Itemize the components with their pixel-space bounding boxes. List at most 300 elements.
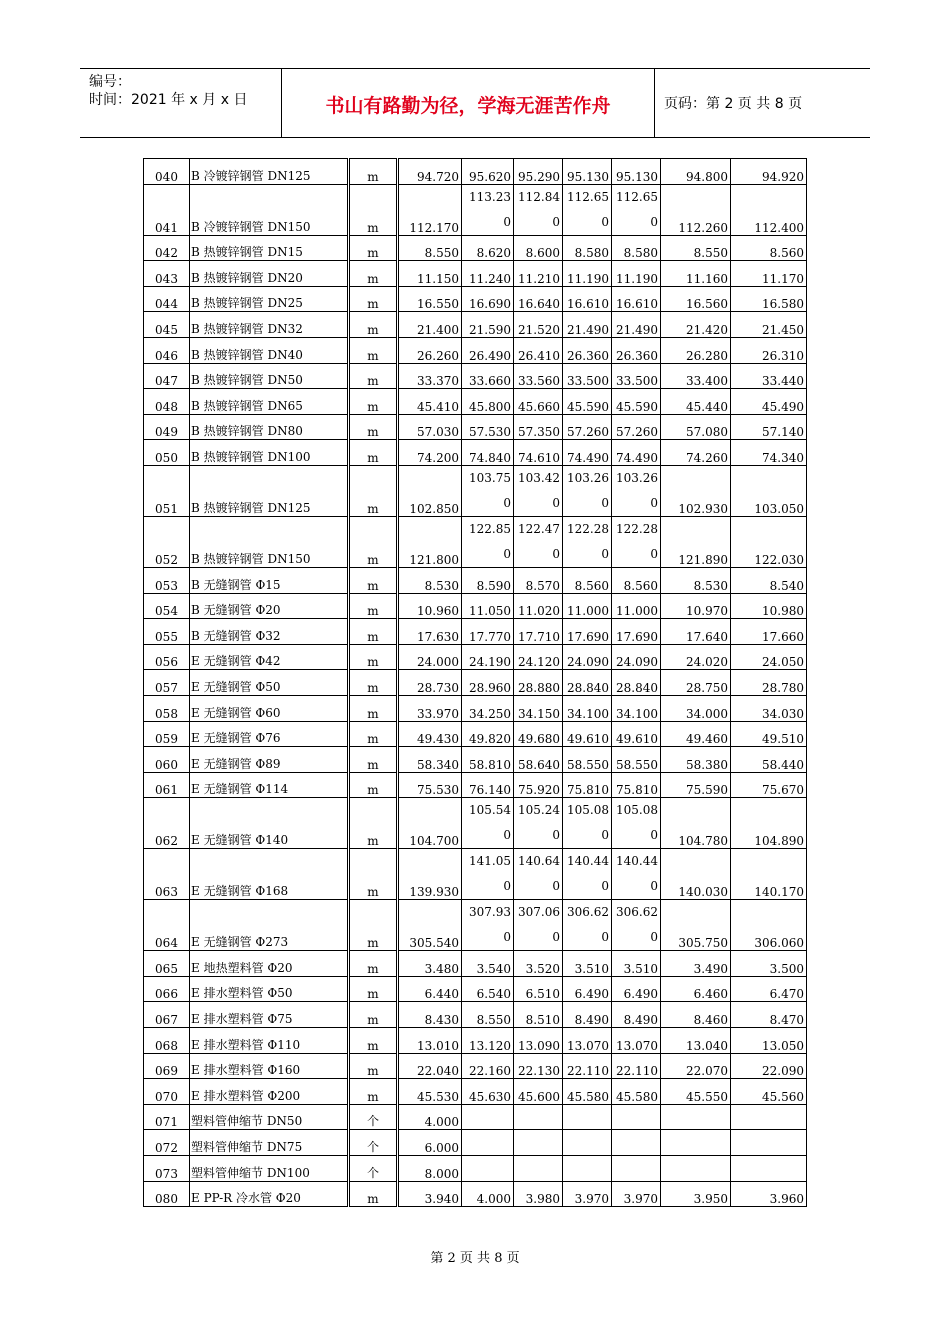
unit-cell: m [349, 695, 398, 721]
value-cell: 121.800 [398, 516, 462, 567]
value-cell: 94.800 [661, 159, 731, 185]
price-table [143, 158, 807, 1207]
table-row [144, 772, 807, 798]
value-cell: 45.440 [661, 389, 731, 415]
item-code-cell: 043 [144, 261, 190, 287]
table-row [144, 747, 807, 773]
item-code-cell: 051 [144, 465, 190, 516]
value-cell [563, 900, 612, 951]
table-row [144, 389, 807, 415]
item-name-cell: E 无缝钢管 Φ50 [190, 670, 349, 696]
value-cell: 6.440 [398, 976, 462, 1002]
item-code-cell: 070 [144, 1079, 190, 1105]
value-cell: 8.560 [731, 235, 807, 261]
value-cell: 33.660 [462, 363, 514, 389]
unit-cell: m [349, 286, 398, 312]
value-cell [563, 1104, 612, 1130]
value-cell: 24.120 [514, 644, 563, 670]
item-name-cell: E 地热塑料管 Φ20 [190, 951, 349, 977]
value-cell: 49.610 [563, 721, 612, 747]
value-cell: 45.490 [731, 389, 807, 415]
item-code-cell: 069 [144, 1053, 190, 1079]
value-cell: 8.430 [398, 1002, 462, 1028]
page-footer: 第 2 页 共 8 页 [430, 1251, 520, 1266]
cell-value: 103.260 [616, 470, 658, 510]
value-cell: 8.580 [612, 235, 661, 261]
value-cell: 33.400 [661, 363, 731, 389]
value-cell: 45.560 [731, 1079, 807, 1105]
value-cell: 112.400 [731, 184, 807, 235]
item-code-cell: 050 [144, 440, 190, 466]
value-cell: 33.560 [514, 363, 563, 389]
table-row [144, 1156, 807, 1182]
unit-cell: m [349, 747, 398, 773]
value-cell: 13.040 [661, 1028, 731, 1054]
table-row [144, 363, 807, 389]
value-cell: 11.160 [661, 261, 731, 287]
value-cell: 57.080 [661, 414, 731, 440]
value-cell: 75.530 [398, 772, 462, 798]
value-cell: 58.380 [661, 747, 731, 773]
value-cell: 34.250 [462, 695, 514, 721]
table-row [144, 1130, 807, 1156]
table-row [144, 414, 807, 440]
value-cell [462, 516, 514, 567]
unit-cell: m [349, 363, 398, 389]
value-cell: 8.460 [661, 1002, 731, 1028]
value-cell: 4.000 [398, 1104, 462, 1130]
table-row [144, 235, 807, 261]
value-cell: 104.700 [398, 798, 462, 849]
value-cell [563, 516, 612, 567]
item-code-cell: 071 [144, 1104, 190, 1130]
unit-cell: m [349, 1053, 398, 1079]
value-cell: 11.000 [612, 593, 661, 619]
value-cell [612, 184, 661, 235]
value-cell [514, 465, 563, 516]
value-cell [661, 1130, 731, 1156]
value-cell: 306.060 [731, 900, 807, 951]
unit-cell: m [349, 261, 398, 287]
item-code-cell: 066 [144, 976, 190, 1002]
value-cell [731, 1104, 807, 1130]
item-code-cell: 065 [144, 951, 190, 977]
value-cell: 34.150 [514, 695, 563, 721]
item-name-cell: B 热镀锌钢管 DN50 [190, 363, 349, 389]
value-cell: 75.590 [661, 772, 731, 798]
value-cell: 57.260 [563, 414, 612, 440]
value-cell [462, 465, 514, 516]
value-cell: 8.600 [514, 235, 563, 261]
value-cell: 22.160 [462, 1053, 514, 1079]
unit-cell: m [349, 184, 398, 235]
value-cell: 58.810 [462, 747, 514, 773]
table-row [144, 798, 807, 849]
value-cell: 74.260 [661, 440, 731, 466]
table-row [144, 567, 807, 593]
value-cell: 17.660 [731, 619, 807, 645]
item-code-cell: 060 [144, 747, 190, 773]
table-row [144, 1181, 807, 1207]
value-cell: 140.170 [731, 849, 807, 900]
unit-cell: m [349, 721, 398, 747]
unit-cell: 个 [349, 1156, 398, 1182]
item-code-cell: 072 [144, 1130, 190, 1156]
value-cell [612, 849, 661, 900]
table-row [144, 644, 807, 670]
value-cell: 3.960 [731, 1181, 807, 1207]
item-code-cell: 044 [144, 286, 190, 312]
value-cell: 8.530 [661, 567, 731, 593]
value-cell: 17.770 [462, 619, 514, 645]
item-name-cell: B 无缝钢管 Φ15 [190, 567, 349, 593]
value-cell: 305.540 [398, 900, 462, 951]
unit-cell: m [349, 849, 398, 900]
value-cell [514, 900, 563, 951]
value-cell: 8.550 [661, 235, 731, 261]
value-cell [514, 849, 563, 900]
table-row [144, 1028, 807, 1054]
unit-cell: m [349, 440, 398, 466]
item-code-cell: 055 [144, 619, 190, 645]
value-cell: 49.610 [612, 721, 661, 747]
value-cell [612, 1104, 661, 1130]
value-cell: 13.050 [731, 1028, 807, 1054]
item-code-cell: 053 [144, 567, 190, 593]
item-code-cell: 047 [144, 363, 190, 389]
item-name-cell: E 无缝钢管 Φ140 [190, 798, 349, 849]
value-cell: 24.190 [462, 644, 514, 670]
item-name-cell: E 无缝钢管 Φ42 [190, 644, 349, 670]
unit-cell: m [349, 312, 398, 338]
value-cell: 24.050 [731, 644, 807, 670]
unit-cell: m [349, 337, 398, 363]
time-label: 时间：2021 年 x 月 x 日 [89, 92, 248, 108]
cell-value: 122.850 [469, 521, 511, 561]
table-row [144, 159, 807, 185]
value-cell: 95.130 [563, 159, 612, 185]
item-code-cell: 058 [144, 695, 190, 721]
cell-value: 105.540 [469, 803, 511, 843]
value-cell: 3.970 [563, 1181, 612, 1207]
unit-cell: m [349, 670, 398, 696]
value-cell: 34.100 [563, 695, 612, 721]
unit-cell: 个 [349, 1130, 398, 1156]
value-cell: 24.090 [563, 644, 612, 670]
page-header [80, 68, 870, 138]
value-cell: 28.880 [514, 670, 563, 696]
cell-value: 306.620 [616, 905, 658, 945]
value-cell: 21.590 [462, 312, 514, 338]
value-cell [563, 798, 612, 849]
value-cell: 17.630 [398, 619, 462, 645]
value-cell: 28.960 [462, 670, 514, 696]
value-cell [514, 1130, 563, 1156]
value-cell [612, 465, 661, 516]
value-cell: 94.920 [731, 159, 807, 185]
table-row [144, 721, 807, 747]
cell-value: 122.470 [518, 521, 560, 561]
value-cell: 104.890 [731, 798, 807, 849]
table-row [144, 1053, 807, 1079]
value-cell: 45.410 [398, 389, 462, 415]
item-code-cell: 063 [144, 849, 190, 900]
value-cell: 4.000 [462, 1181, 514, 1207]
value-cell: 22.110 [563, 1053, 612, 1079]
header-meta [80, 69, 282, 137]
value-cell: 11.150 [398, 261, 462, 287]
item-name-cell: B 热镀锌钢管 DN25 [190, 286, 349, 312]
value-cell: 49.820 [462, 721, 514, 747]
value-cell: 49.430 [398, 721, 462, 747]
item-name-cell: 塑料管伸缩节 DN100 [190, 1156, 349, 1182]
value-cell [661, 1104, 731, 1130]
value-cell: 34.100 [612, 695, 661, 721]
cell-value: 105.080 [567, 803, 609, 843]
item-name-cell: B 热镀锌钢管 DN80 [190, 414, 349, 440]
value-cell: 104.780 [661, 798, 731, 849]
value-cell: 8.000 [398, 1156, 462, 1182]
item-name-cell: E 无缝钢管 Φ60 [190, 695, 349, 721]
value-cell: 121.890 [661, 516, 731, 567]
item-name-cell: E 排水塑料管 Φ160 [190, 1053, 349, 1079]
item-name-cell: 塑料管伸缩节 DN75 [190, 1130, 349, 1156]
item-code-cell: 073 [144, 1156, 190, 1182]
value-cell: 34.030 [731, 695, 807, 721]
item-name-cell: E 排水塑料管 Φ200 [190, 1079, 349, 1105]
item-code-cell: 062 [144, 798, 190, 849]
value-cell: 8.490 [563, 1002, 612, 1028]
value-cell: 16.560 [661, 286, 731, 312]
unit-cell: m [349, 1181, 398, 1207]
value-cell: 95.620 [462, 159, 514, 185]
table-row [144, 337, 807, 363]
value-cell: 57.260 [612, 414, 661, 440]
value-cell: 75.810 [563, 772, 612, 798]
value-cell: 49.680 [514, 721, 563, 747]
unit-cell: m [349, 798, 398, 849]
value-cell: 21.490 [612, 312, 661, 338]
value-cell: 45.630 [462, 1079, 514, 1105]
motto-text: 书山有路勤为径，学海无涯苦作舟 [325, 95, 611, 117]
value-cell: 16.580 [731, 286, 807, 312]
value-cell [462, 184, 514, 235]
value-cell: 45.580 [563, 1079, 612, 1105]
value-cell: 26.310 [731, 337, 807, 363]
value-cell: 6.490 [563, 976, 612, 1002]
header-page-cell [655, 69, 870, 137]
value-cell: 21.420 [661, 312, 731, 338]
item-code-cell: 064 [144, 900, 190, 951]
table-row [144, 695, 807, 721]
item-name-cell: B 热镀锌钢管 DN40 [190, 337, 349, 363]
value-cell: 8.620 [462, 235, 514, 261]
item-name-cell: B 热镀锌钢管 DN100 [190, 440, 349, 466]
value-cell: 10.970 [661, 593, 731, 619]
table-row [144, 976, 807, 1002]
value-cell [462, 849, 514, 900]
item-name-cell: E 无缝钢管 Φ76 [190, 721, 349, 747]
value-cell: 8.470 [731, 1002, 807, 1028]
value-cell: 74.840 [462, 440, 514, 466]
value-cell [514, 516, 563, 567]
value-cell: 22.090 [731, 1053, 807, 1079]
value-cell: 22.070 [661, 1053, 731, 1079]
item-code-cell: 067 [144, 1002, 190, 1028]
item-name-cell: 塑料管伸缩节 DN50 [190, 1104, 349, 1130]
item-name-cell: E 排水塑料管 Φ50 [190, 976, 349, 1002]
value-cell: 21.400 [398, 312, 462, 338]
item-code-cell: 040 [144, 159, 190, 185]
value-cell [563, 1156, 612, 1182]
value-cell: 8.550 [398, 235, 462, 261]
value-cell: 74.490 [563, 440, 612, 466]
value-cell: 24.000 [398, 644, 462, 670]
cell-value: 307.930 [469, 905, 511, 945]
item-code-cell: 052 [144, 516, 190, 567]
item-name-cell: E PP-R 冷水管 Φ20 [190, 1181, 349, 1207]
value-cell: 8.570 [514, 567, 563, 593]
item-name-cell: B 热镀锌钢管 DN125 [190, 465, 349, 516]
value-cell: 26.280 [661, 337, 731, 363]
value-cell [514, 184, 563, 235]
value-cell: 28.730 [398, 670, 462, 696]
value-cell: 16.690 [462, 286, 514, 312]
value-cell: 95.290 [514, 159, 563, 185]
cell-value: 103.420 [518, 470, 560, 510]
value-cell: 24.020 [661, 644, 731, 670]
table-row [144, 670, 807, 696]
cell-value: 112.650 [616, 189, 658, 229]
value-cell: 102.930 [661, 465, 731, 516]
value-cell: 57.350 [514, 414, 563, 440]
value-cell: 74.340 [731, 440, 807, 466]
value-cell: 33.970 [398, 695, 462, 721]
cell-value: 122.280 [616, 521, 658, 561]
value-cell: 16.640 [514, 286, 563, 312]
item-name-cell: B 热镀锌钢管 DN32 [190, 312, 349, 338]
value-cell [514, 1156, 563, 1182]
value-cell [462, 1104, 514, 1130]
value-cell: 94.720 [398, 159, 462, 185]
value-cell: 21.450 [731, 312, 807, 338]
value-cell: 26.360 [612, 337, 661, 363]
item-name-cell: E 排水塑料管 Φ75 [190, 1002, 349, 1028]
value-cell [462, 900, 514, 951]
value-cell: 13.090 [514, 1028, 563, 1054]
value-cell: 13.120 [462, 1028, 514, 1054]
value-cell: 26.360 [563, 337, 612, 363]
value-cell: 49.510 [731, 721, 807, 747]
unit-cell: m [349, 644, 398, 670]
value-cell: 3.520 [514, 951, 563, 977]
item-code-cell: 049 [144, 414, 190, 440]
table-row [144, 312, 807, 338]
number-label: 编号： [89, 74, 131, 90]
cell-value: 140.440 [567, 854, 609, 894]
value-cell: 16.610 [612, 286, 661, 312]
unit-cell: m [349, 900, 398, 951]
value-cell [514, 798, 563, 849]
value-cell: 3.970 [612, 1181, 661, 1207]
value-cell: 45.550 [661, 1079, 731, 1105]
value-cell: 74.490 [612, 440, 661, 466]
item-name-cell: B 热镀锌钢管 DN20 [190, 261, 349, 287]
value-cell: 102.850 [398, 465, 462, 516]
value-cell: 45.590 [612, 389, 661, 415]
item-code-cell: 057 [144, 670, 190, 696]
table-row [144, 465, 807, 516]
value-cell: 28.780 [731, 670, 807, 696]
value-cell: 58.550 [612, 747, 661, 773]
unit-cell: m [349, 465, 398, 516]
cell-value: 307.060 [518, 905, 560, 945]
value-cell: 8.560 [563, 567, 612, 593]
value-cell: 57.030 [398, 414, 462, 440]
value-cell: 8.580 [563, 235, 612, 261]
value-cell: 11.000 [563, 593, 612, 619]
unit-cell: m [349, 951, 398, 977]
item-name-cell: B 无缝钢管 Φ32 [190, 619, 349, 645]
value-cell: 17.690 [563, 619, 612, 645]
value-cell: 74.200 [398, 440, 462, 466]
table-row [144, 516, 807, 567]
value-cell: 45.600 [514, 1079, 563, 1105]
item-name-cell: E 无缝钢管 Φ89 [190, 747, 349, 773]
value-cell: 6.460 [661, 976, 731, 1002]
value-cell [462, 1130, 514, 1156]
table-row [144, 440, 807, 466]
value-cell: 6.470 [731, 976, 807, 1002]
value-cell: 58.640 [514, 747, 563, 773]
value-cell [731, 1156, 807, 1182]
value-cell: 17.690 [612, 619, 661, 645]
value-cell: 33.500 [612, 363, 661, 389]
table-row [144, 1079, 807, 1105]
item-code-cell: 046 [144, 337, 190, 363]
value-cell: 11.240 [462, 261, 514, 287]
value-cell: 8.530 [398, 567, 462, 593]
table-row [144, 261, 807, 287]
item-name-cell: B 热镀锌钢管 DN15 [190, 235, 349, 261]
value-cell: 26.260 [398, 337, 462, 363]
item-code-cell: 054 [144, 593, 190, 619]
cell-value: 140.440 [616, 854, 658, 894]
value-cell: 26.410 [514, 337, 563, 363]
value-cell [612, 1130, 661, 1156]
value-cell: 3.480 [398, 951, 462, 977]
value-cell: 49.460 [661, 721, 731, 747]
item-code-cell: 080 [144, 1181, 190, 1207]
unit-cell: m [349, 516, 398, 567]
value-cell: 140.030 [661, 849, 731, 900]
value-cell: 10.980 [731, 593, 807, 619]
value-cell: 11.190 [612, 261, 661, 287]
unit-cell: m [349, 619, 398, 645]
value-cell: 26.490 [462, 337, 514, 363]
cell-value: 105.080 [616, 803, 658, 843]
value-cell: 21.520 [514, 312, 563, 338]
value-cell: 58.340 [398, 747, 462, 773]
value-cell: 57.530 [462, 414, 514, 440]
value-cell: 3.950 [661, 1181, 731, 1207]
value-cell: 3.940 [398, 1181, 462, 1207]
cell-value: 306.620 [567, 905, 609, 945]
value-cell: 28.840 [612, 670, 661, 696]
table-row [144, 1002, 807, 1028]
table-row [144, 951, 807, 977]
value-cell: 58.550 [563, 747, 612, 773]
